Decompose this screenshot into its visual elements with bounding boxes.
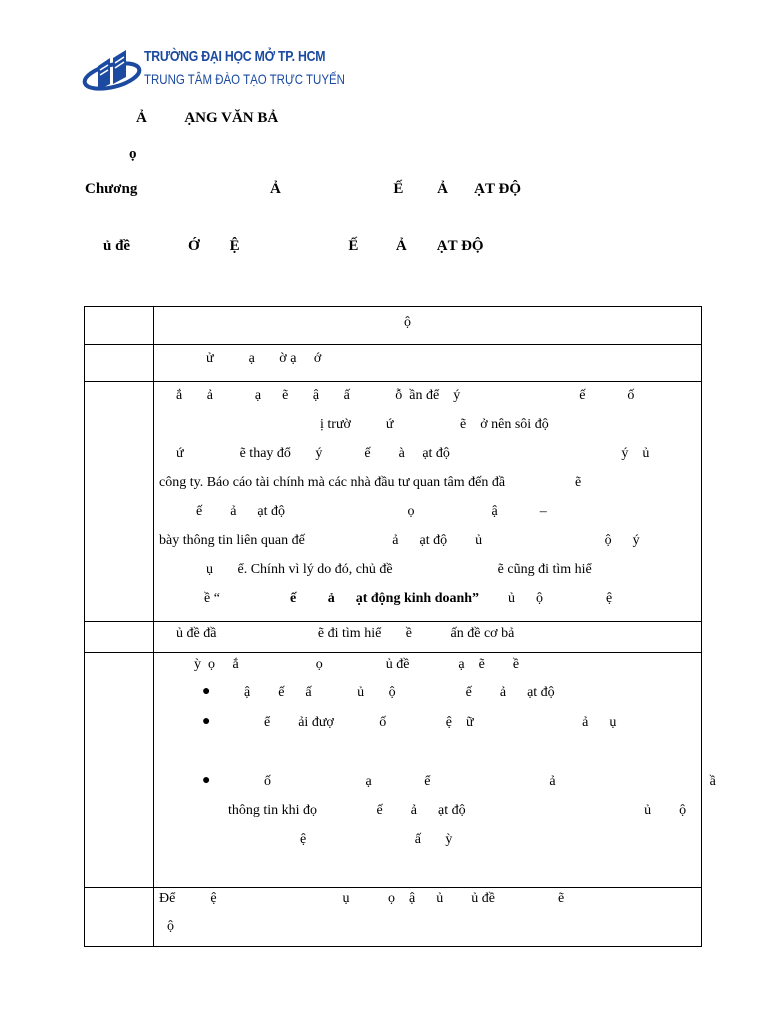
table-row [85, 345, 702, 382]
table-cell-label [85, 345, 154, 382]
row3-line: ế ả ạt độ ọ ậ – [196, 504, 547, 519]
table-cell-content [154, 307, 702, 345]
bullet-item: ố ạ ể ả ầ [264, 774, 716, 789]
table-row [85, 622, 702, 653]
document-title: Ả ẠNG VĂN BẢ [136, 110, 279, 126]
bullet-icon: ● [202, 773, 211, 788]
row6-line: Để ệ ụ ọ ậ ủ ủ đề ẽ [159, 891, 565, 906]
row3-line: ị trườ ứ ẽ ở nên sôi độ [320, 417, 549, 432]
logo-center-name: TRUNG TÂM ĐÀO TẠO TRỰC TUYẾN [144, 71, 345, 87]
row3-line: ề “ [204, 591, 220, 606]
table-row [85, 307, 702, 345]
bullet-item-continued: thông tin khi đọ ế ả ạt độ ủ ộ [228, 803, 687, 818]
row3-line: ứ ẽ thay đổ ý ế à ạt độ ý ủ [176, 446, 650, 461]
table-cell-content [154, 345, 702, 382]
table-row [85, 382, 702, 622]
table-row [85, 888, 702, 947]
table-cell-content [154, 653, 716, 888]
content-table [84, 306, 716, 947]
row5-intro: ỳ ọ ắ ọ ủ đề ạ ẽ ề [194, 657, 520, 672]
bullet-item: ể ải đượ ố ệ ữ ả ụ [264, 715, 617, 730]
bullet-item-continued: ệ ấ ỳ [300, 832, 453, 847]
document-subtitle: ọ [129, 146, 137, 162]
row3-line: ắ ả ạ ẽ ậ ấ ỗ ần để ý ế ố [176, 388, 635, 403]
row3-bold-phrase: ế ả ạt động kinh doanh” [290, 591, 480, 606]
row2-text: ử ạ ờ ạ ớ [206, 351, 322, 366]
row3-line: bày thông tin liên quan đế ả ạt độ ủ ộ ý [159, 533, 640, 548]
logo-university-name: TRƯỜNG ĐẠI HỌC MỞ TP. HCM [144, 48, 326, 65]
row3-line: công ty. Báo cáo tài chính mà các nhà đầu tư quan tâm đến đầ ẽ [159, 475, 582, 490]
bullet-icon: ● [202, 684, 211, 699]
table-cell-content [154, 888, 702, 947]
open-book-logo-icon [82, 44, 144, 98]
table-cell-label [85, 888, 154, 947]
table-row [85, 653, 702, 888]
table-cell-label [85, 622, 154, 653]
row6-line: ộ [167, 919, 174, 934]
topic-title: Ớ Ệ Ế Ả ẠT ĐỘ [188, 238, 484, 254]
row4-text: ủ đề đầ ẽ đi tìm hiể ề ấn đề cơ bả [176, 626, 515, 641]
table-cell-content [154, 382, 702, 622]
table-cell-content [154, 622, 702, 653]
chapter-label: Chương [85, 181, 138, 197]
row1-text: ộ [404, 315, 411, 330]
bullet-item: ậ ế ấ ủ ộ ế ả ạt độ [244, 685, 555, 700]
chapter-title: Ả Ế Ả ẠT ĐỘ [270, 181, 521, 197]
row3-line: ụ ể. Chính vì lý do đó, chủ đề ẽ cũng đi tìm hiể [206, 562, 592, 577]
topic-label: ủ đề [103, 238, 131, 254]
bullet-icon: ● [202, 714, 211, 729]
institution-logo [82, 44, 345, 98]
table-cell-label [85, 653, 154, 888]
table-cell-label [85, 307, 154, 345]
row3-line-tail: ủ ộ ệ [508, 591, 613, 606]
table-cell-label [85, 382, 154, 622]
